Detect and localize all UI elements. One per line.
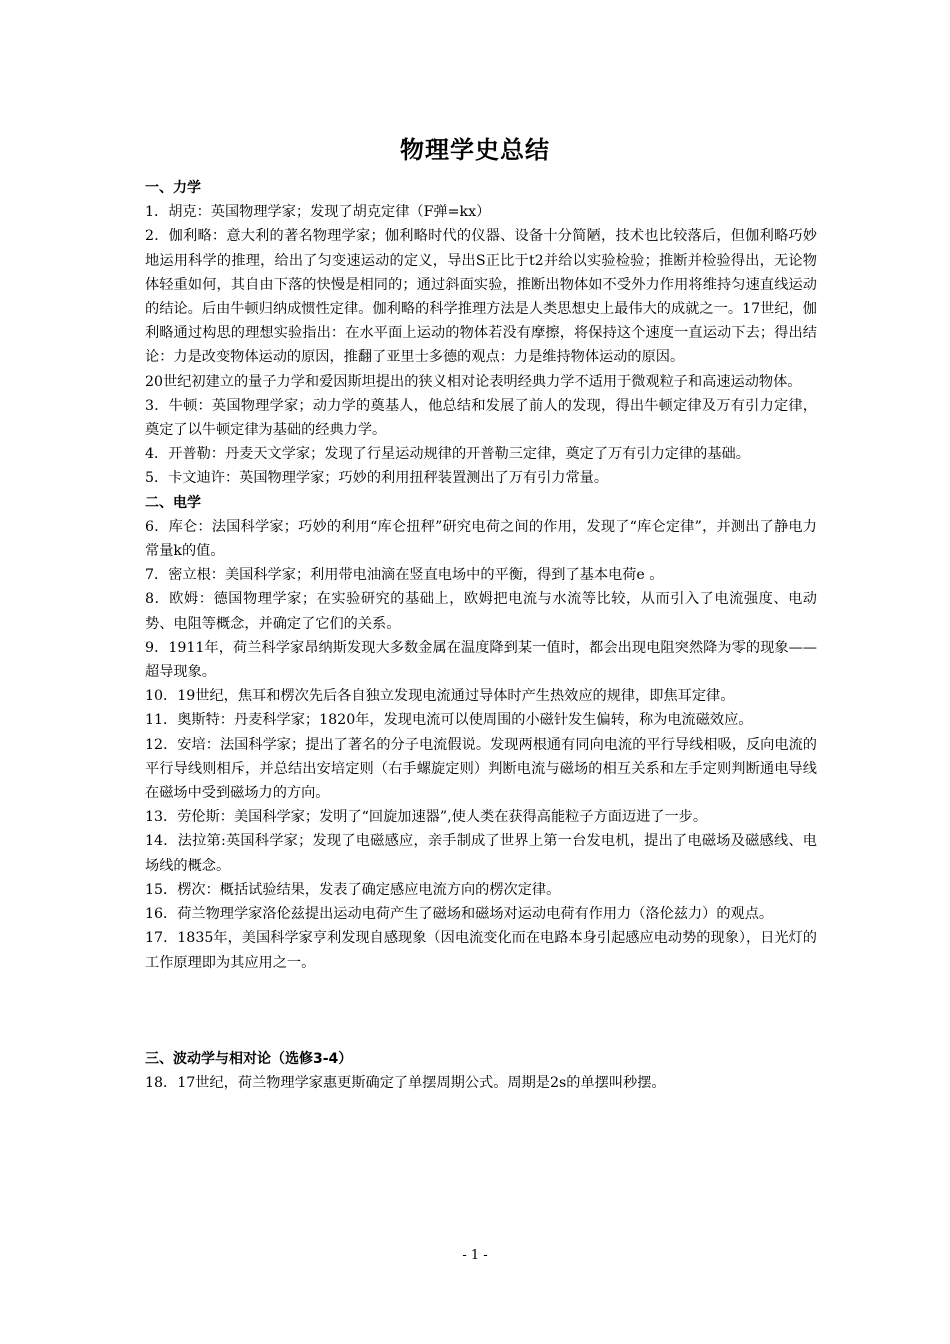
paragraph-oersted: 11．奥斯特：丹麦科学家；1820年，发现电流可以使周围的小磁针发生偏转，称为电流磁效应。 — [145, 712, 753, 729]
document-body — [145, 176, 817, 1095]
section-heading-electricity: 二、电学 — [145, 494, 201, 511]
section-heading-mechanics: 一、力学 — [145, 180, 201, 196]
paragraph-lawrence: 13．劳伦斯：美国科学家；发明了“回旋加速器”,使人类在获得高能粒子方面迈进了一步。 — [145, 809, 708, 826]
paragraph-huygens: 18．17世纪，荷兰物理学家惠更斯确定了单摆周期公式。周期是2s的单摆叫秒摆。 — [145, 1074, 666, 1091]
paragraph-ampere: 12．安培：法国科学家；提出了著名的分子电流假说。发现两根通有同向电流的平行导线相吸，反向电流的平行导线则相斥，并总结出安培定则（右手螺旋定则）判断电流与磁场的相互关系和左手定则判断通电导线在磁场中受到磁场力的方向。 — [145, 736, 817, 802]
paragraph-henry: 17．1835年，美国科学家亨利发现自感现象（因电流变化而在电路本身引起感应电动势的现象），日光灯的工作原理即为其应用之一。 — [145, 930, 817, 971]
paragraph-lenz: 15．楞次：概括试验结果，发表了确定感应电流方向的楞次定律。 — [145, 881, 561, 898]
blank-space — [145, 975, 817, 1047]
paragraph-onnes: 9．1911年，荷兰科学家昂纳斯发现大多数金属在温度降到某一值时，都会出现电阻突然降为零的现象——超导现象。 — [145, 639, 817, 681]
page-number: - 1 - — [462, 1248, 488, 1263]
paragraph-ohm: 8．欧姆：德国物理学家；在实验研究的基础上，欧姆把电流与水流等比较，从而引入了电流强度、电动势、电阻等概念，并确定了它们的关系。 — [145, 591, 817, 632]
paragraph-modern-physics: 20世纪初建立的量子力学和爱因斯坦提出的狭义相对论表明经典力学不适用于微观粒子和高速运动物体。 — [145, 373, 802, 390]
paragraph-newton: 3．牛顿：英国物理学家；动力学的奠基人，他总结和发展了前人的发现，得出牛顿定律及万有引力定律，奠定了以牛顿定律为基础的经典力学。 — [145, 397, 817, 439]
paragraph-lorentz: 16．荷兰物理学家洛伦兹提出运动电荷产生了磁场和磁场对运动电荷有作用力（洛伦兹力）的观点。 — [145, 906, 774, 923]
paragraph-coulomb: 6．库仑：法国科学家；巧妙的利用“库仑扭秤”研究电荷之间的作用，发现了“库仑定律”，并测出了静电力常量k的值。 — [145, 518, 817, 560]
paragraph-joule-lenz: 10．19世纪，焦耳和楞次先后各自独立发现电流通过导体时产生热效应的规律，即焦耳定律。 — [145, 688, 735, 705]
paragraph-galileo: 2．伽利略：意大利的著名物理学家；伽利略时代的仪器、设备十分简陋，技术也比较落后，但伽利略巧妙地运用科学的推理，给出了匀变速运动的定义，导出S正比于t2并给以实验检验；推断并检验得出，无论物体轻重如何，其自由下落的快慢是相同的；通过斜面实验，推断出物体如不受外力作用将维持匀速直线运动的结论。后由牛顿归纳成惯性定律。伽利略的科学推理方法是人类思想史上最伟大的成就之一。17世纪，伽利略通过构思的理想实验指出：在水平面上运动的物体若没有摩擦，将保持这个速度一直运动下去；得出结论：力是改变物体运动的原因，推翻了亚里士多德的观点：力是维持物体运动的原因。 — [145, 228, 817, 366]
paragraph-faraday: 14．法拉第:英国科学家；发现了电磁感应，亲手制成了世界上第一台发电机，提出了电磁场及磁感线、电场线的概念。 — [145, 833, 817, 874]
paragraph-cavendish: 5．卡文迪许：英国物理学家；巧妙的利用扭秤装置测出了万有引力常量。 — [145, 470, 609, 487]
document-title: 物理学史总结 — [400, 136, 550, 164]
section-heading-waves-relativity: 三、波动学与相对论（选修3-4） — [145, 1050, 353, 1067]
paragraph-kepler: 4．开普勒：丹麦天文学家；发现了行星运动规律的开普勒三定律，奠定了万有引力定律的基础。 — [145, 446, 750, 463]
paragraph-millikan: 7．密立根：美国科学家；利用带电油滴在竖直电场中的平衡，得到了基本电荷e 。 — [145, 567, 664, 584]
paragraph-hooke: 1．胡克：英国物理学家；发现了胡克定律（F弹=kx） — [145, 204, 491, 221]
